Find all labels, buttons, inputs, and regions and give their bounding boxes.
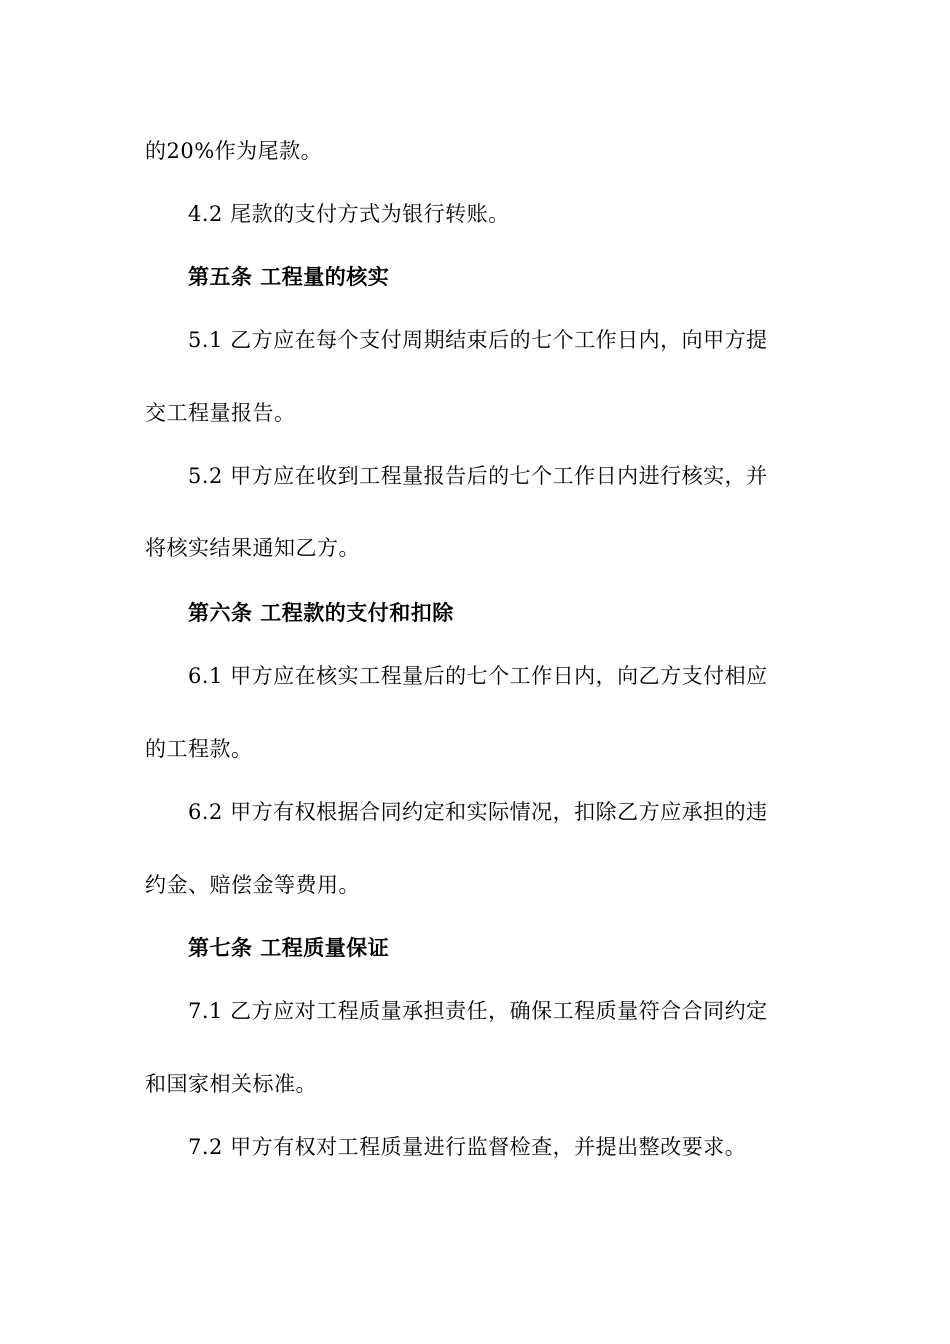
clause-5-2: 5.2 甲方应在收到工程量报告后的七个工作日内进行核实，并 — [188, 464, 768, 488]
clause-4-2: 4.2 尾款的支付方式为银行转账。 — [188, 202, 510, 226]
paragraph-line: 的工程款。 — [145, 737, 253, 761]
article-7-heading: 第七条 工程质量保证 — [188, 936, 390, 960]
paragraph-line: 和国家相关标准。 — [145, 1072, 317, 1096]
paragraph-line: 约金、赔偿金等费用。 — [145, 873, 360, 897]
article-6-heading: 第六条 工程款的支付和扣除 — [188, 601, 454, 625]
clause-7-2: 7.2 甲方有权对工程质量进行监督检查，并提出整改要求。 — [188, 1135, 747, 1159]
paragraph-line: 交工程量报告。 — [145, 401, 296, 425]
clause-6-1: 6.1 甲方应在核实工程量后的七个工作日内，向乙方支付相应 — [188, 664, 768, 688]
clause-7-1: 7.1 乙方应对工程质量承担责任，确保工程质量符合合同约定 — [188, 999, 768, 1023]
paragraph-line: 的20%作为尾款。 — [145, 139, 323, 163]
paragraph-line: 将核实结果通知乙方。 — [145, 536, 360, 560]
article-5-heading: 第五条 工程量的核实 — [188, 265, 390, 289]
clause-6-2: 6.2 甲方有权根据合同约定和实际情况，扣除乙方应承担的违 — [188, 800, 768, 824]
clause-5-1: 5.1 乙方应在每个支付周期结束后的七个工作日内，向甲方提 — [188, 328, 768, 352]
